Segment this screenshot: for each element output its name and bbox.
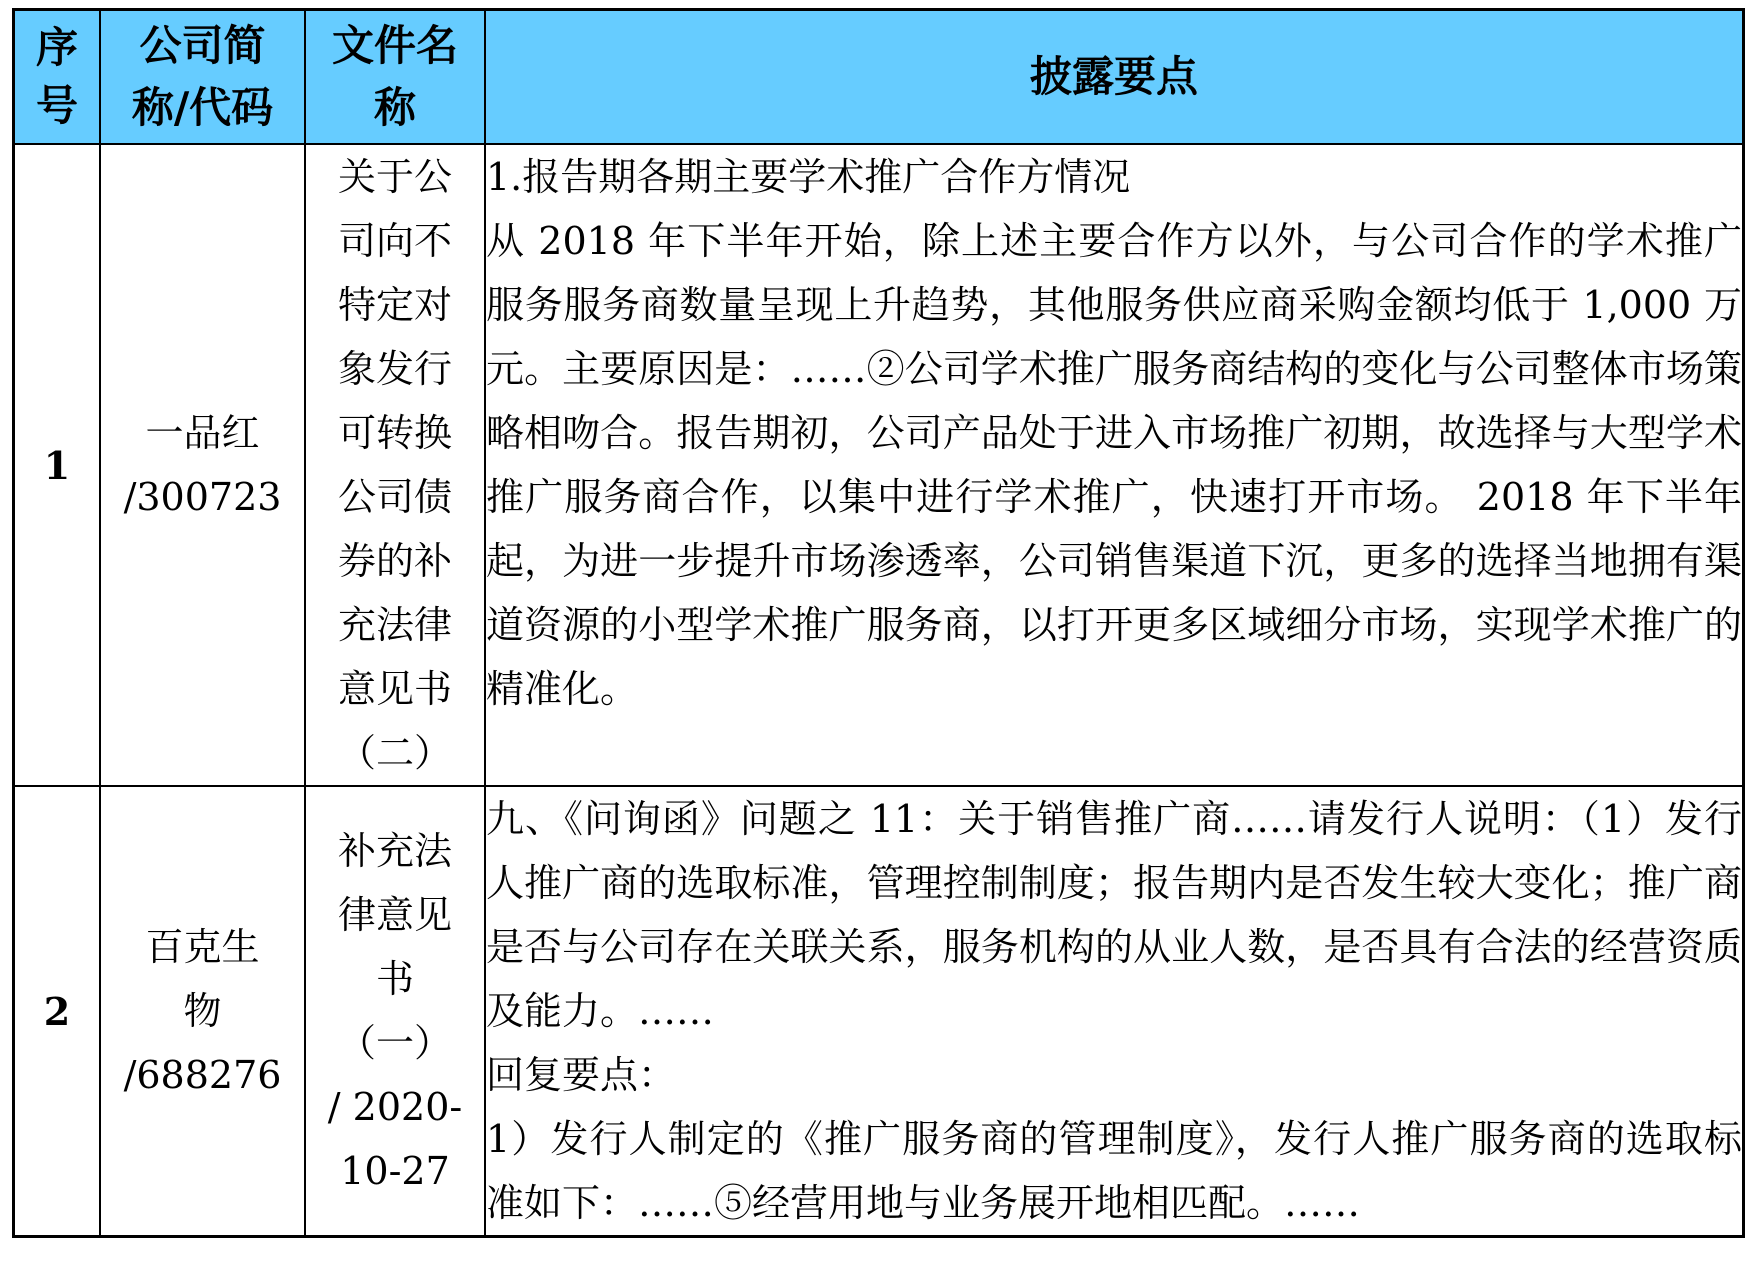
- disclosure-paragraph: 从 2018 年下半年开始，除上述主要合作方以外，与公司合作的学术推广服务服务商数量呈现上升趋势，其他服务供应商采购金额均低于 1,000 万元。主要原因是：……②公司学术推广服务商结构的变化与公司整体市场策略相吻合。报告期初，公司产品处于进入市场推广初期，故选择与大型学术推广服务商合作，以集中进行学术推广，快速打开市场。 2018 年下半年起，为进一步提升市场渗透率，公司销售渠道下沉，更多的选择当地拥有渠道资源的小型学术推广服务商，以打开更多区域细分市场，实现学术推广的精准化。: [486, 219, 1742, 711]
- header-serial-number-label: 序号: [36, 23, 79, 130]
- row-company: [100, 144, 305, 786]
- row-serial-number: 1: [14, 144, 101, 786]
- header-company-line-2: 称/代码: [131, 83, 274, 132]
- header-company: [100, 10, 305, 145]
- disclosure-reply-point: 1）发行人制定的《推广服务商的管理制度》，发行人推广服务商的选取标准如下：……⑤经营用地与业务展开地相匹配。……: [486, 1117, 1742, 1225]
- document-page: [12, 8, 1745, 1238]
- disclosure-question: 九、《问询函》问题之 11：关于销售推广商……请发行人说明：（1）发行人推广商的选取标准，管理控制制度；报告期内是否发生较大变化；推广商是否与公司存在关联关系，服务机构的从业人数，是否具有合法的经营资质及能力。……: [486, 797, 1742, 1033]
- document-name-line: 律意见: [337, 893, 452, 937]
- row-disclosure-points: [485, 786, 1744, 1237]
- document-name-line: （二）: [337, 731, 452, 775]
- company-name: 一品红: [145, 411, 260, 455]
- disclosure-table: [12, 8, 1745, 1238]
- header-disclosure-points: [485, 10, 1744, 145]
- header-document: [305, 10, 485, 145]
- row-document-name: [305, 786, 485, 1237]
- header-document-line-1: 文件名: [331, 21, 458, 70]
- disclosure-heading: 1.报告期各期主要学术推广合作方情况: [486, 155, 1131, 199]
- document-name-line: 司向不: [337, 219, 452, 263]
- header-serial-number: [14, 10, 101, 145]
- header-document-line-2: 称: [373, 83, 416, 132]
- document-name-line: 象发行: [337, 347, 452, 391]
- document-date-line: / 2020-: [327, 1085, 463, 1129]
- header-row: [14, 10, 1744, 145]
- document-name-line: 券的补: [337, 539, 452, 583]
- document-name-line: 关于公: [337, 155, 452, 199]
- disclosure-reply-heading: 回复要点：: [486, 1053, 677, 1097]
- document-name-line: 补充法: [337, 829, 452, 873]
- company-name-line-2: 物: [183, 989, 222, 1033]
- row-company: [100, 786, 305, 1237]
- document-name-line: 特定对: [337, 283, 452, 327]
- document-name-line: 充法律: [337, 603, 452, 647]
- document-date-line: 10-27: [340, 1149, 450, 1193]
- row-serial-number: 2: [14, 786, 101, 1237]
- header-company-line-1: 公司简: [139, 21, 266, 70]
- company-code: /300723: [123, 475, 282, 519]
- document-name-line: 可转换: [337, 411, 452, 455]
- row-document-name: [305, 144, 485, 786]
- document-name-line: 书: [375, 957, 414, 1001]
- document-name-line: （一）: [337, 1021, 452, 1065]
- row-disclosure-points: [485, 144, 1744, 786]
- table-row: [14, 144, 1744, 786]
- company-code: /688276: [123, 1053, 282, 1097]
- document-name-line: 公司债: [337, 475, 452, 519]
- company-name-line-1: 百克生: [145, 925, 260, 969]
- header-disclosure-points-label: 披露要点: [1029, 52, 1198, 101]
- table-row: [14, 786, 1744, 1237]
- document-name-line: 意见书: [337, 667, 452, 711]
